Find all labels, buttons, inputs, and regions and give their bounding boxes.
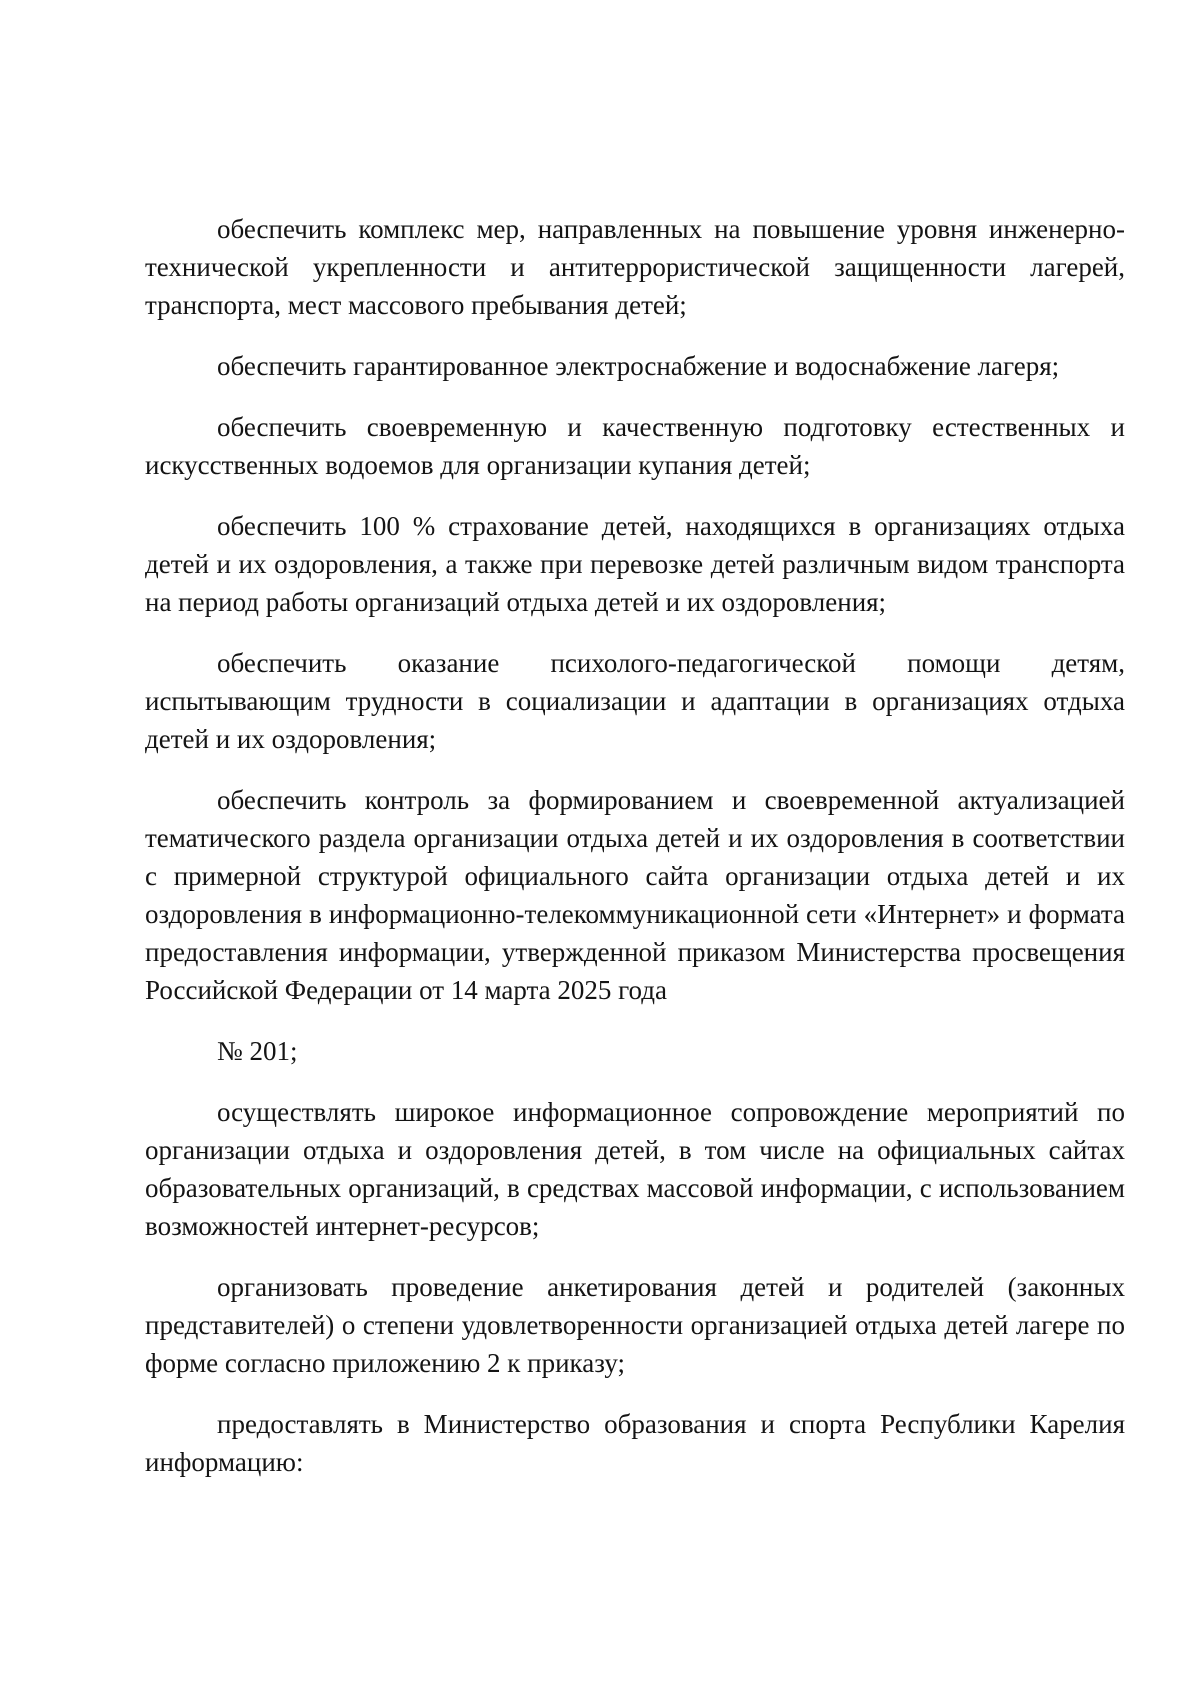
paragraph-order-number: № 201; (217, 1036, 298, 1066)
document-body (145, 210, 1125, 1504)
paragraph-survey: организовать проведение анкетирования детей и родителей (законных представителей) о степени удовлетворенности организацией отдыха детей лагере по форме согласно приложению 2 к приказу; (145, 1272, 1125, 1378)
paragraph-report-to-ministry: предоставлять в Министерство образования и спорта Республики Карелия информацию: (145, 1409, 1125, 1477)
paragraph-power-water-supply: обеспечить гарантированное электроснабжение и водоснабжение лагеря; (217, 351, 1060, 381)
paragraph-water-bodies: обеспечить своевременную и качественную подготовку естественных и искусственных водоемов для организации купания детей; (145, 412, 1125, 480)
paragraph-insurance: обеспечить 100 % страхование детей, находящихся в организациях отдыха детей и их оздоровления, а также при перевозке детей различным видом транспорта на период работы организаций отдыха детей и их оздоровления; (145, 511, 1125, 617)
paragraph-website-control: обеспечить контроль за формированием и своевременной актуализацией тематического раздела организации отдыха детей и их оздоровления в соответствии с примерной структурой официального сайта организации отдыха детей и их оздоровления в информационно-телекоммуникационной сети «Интернет» и формата предоставления информации, утвержденной приказом Министерства просвещения Российской Федерации от 14 марта 2025 года (145, 785, 1125, 1005)
paragraph-psychological-help: обеспечить оказание психолого-педагогической помощи детям, испытывающим трудности в социализации и адаптации в организациях отдыха детей и их оздоровления; (145, 648, 1125, 754)
paragraph-security-measures: обеспечить комплекс мер, направленных на повышение уровня инженерно-технической укрепленности и антитеррористической защищенности лагерей, транспорта, мест массового пребывания детей; (145, 214, 1125, 320)
paragraph-information-support: осуществлять широкое информационное сопровождение мероприятий по организации отдыха и оздоровления детей, в том числе на официальных сайтах образовательных организаций, в средствах массовой информации, с использованием возможностей интернет-ресурсов; (145, 1097, 1125, 1241)
